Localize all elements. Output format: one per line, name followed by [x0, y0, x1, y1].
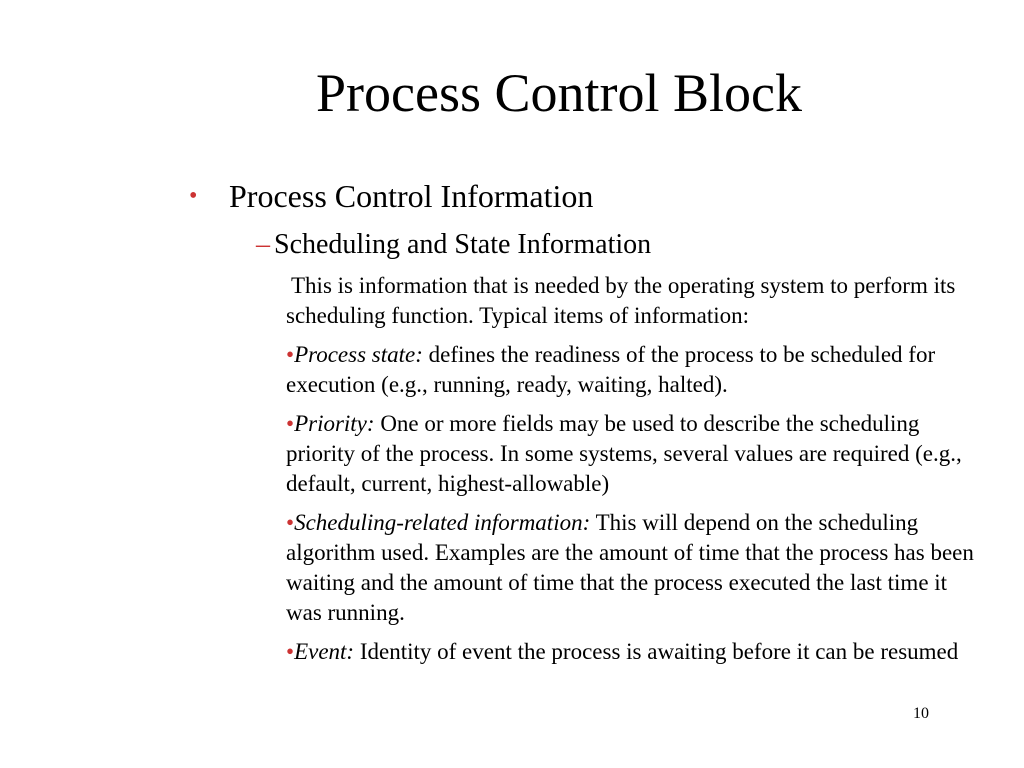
item-bullet: • [286, 411, 295, 436]
list-item [286, 340, 986, 400]
list-item [286, 637, 986, 667]
list-item [286, 409, 986, 499]
page-number: 10 [913, 705, 929, 722]
item-bullet: • [286, 639, 295, 664]
bullet-dot: • [189, 183, 198, 209]
item-term: Process state: [294, 342, 423, 367]
bullet-level1-text: Process Control Information [229, 178, 594, 214]
list-item [286, 508, 986, 628]
body-text [286, 271, 986, 676]
item-text: Identity of event the process is awaiting before it can be resumed [354, 639, 959, 664]
item-bullet: • [286, 510, 295, 535]
item-bullet: • [286, 342, 295, 367]
item-text: One or more fields may be used to describe the scheduling priority of the process. In some systems, several values are required (e.g., default, current, highest-allowable) [286, 411, 962, 496]
bullet-dash: – [256, 229, 270, 260]
item-term: Scheduling-related information: [294, 510, 591, 535]
item-term: Event: [294, 639, 355, 664]
item-text: defines the readiness of the process to be scheduled for execution (e.g., running, ready, waiting, halted). [286, 342, 936, 397]
bullet-level2-text: Scheduling and State Information [274, 229, 652, 260]
intro-paragraph: This is information that is needed by the operating system to perform its scheduling function. Typical items of information: [286, 273, 956, 328]
slide-title: Process Control Block [316, 63, 802, 123]
item-text: This will depend on the scheduling algorithm used. Examples are the amount of time that the process has been waiting and the amount of time that the process executed the last time it was running. [286, 510, 974, 625]
item-term: Priority: [294, 411, 375, 436]
